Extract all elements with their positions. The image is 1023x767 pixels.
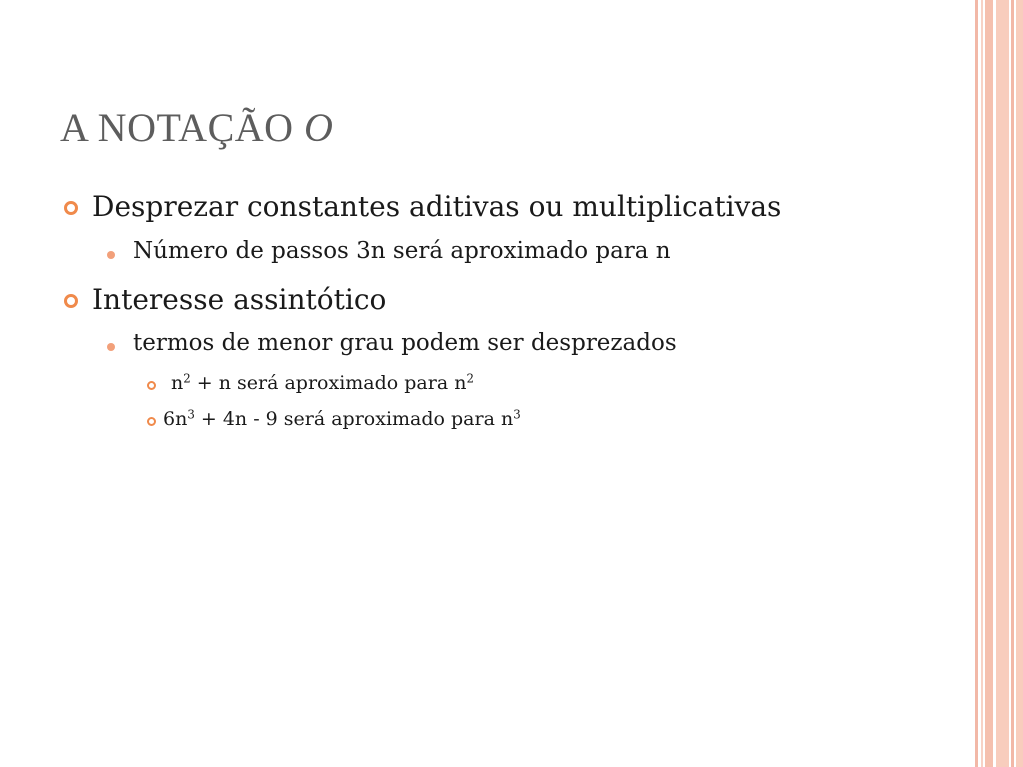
dot-bullet-icon (107, 251, 115, 259)
exponent: 3 (187, 407, 195, 422)
exponent: 2 (183, 371, 191, 386)
exponent: 3 (513, 407, 521, 422)
small-ring-bullet-icon (147, 381, 156, 390)
decorative-stripes (975, 0, 1023, 767)
stripe (1011, 0, 1014, 767)
stripe (1016, 0, 1023, 767)
slide-title-text: A NOTAÇÃO (60, 105, 305, 150)
example-text: + n será aproximado para n (190, 372, 467, 394)
ring-bullet-icon (64, 294, 78, 308)
stripe (981, 0, 983, 767)
stripe (985, 0, 993, 767)
slide-title-italic: O (304, 105, 334, 150)
example-text: + 4n - 9 será aproximado para n (194, 408, 514, 430)
example-text: n (171, 372, 184, 394)
bullet-example-n-cubed (163, 408, 521, 430)
bullet-subitem-lower-terms: termos de menor grau podem ser desprezados (133, 330, 677, 356)
exponent: 2 (466, 371, 474, 386)
bullet-subitem-steps: Número de passos 3n será aproximado para n (133, 238, 671, 264)
dot-bullet-icon (107, 343, 115, 351)
small-ring-bullet-icon (147, 417, 156, 426)
slide-title (60, 104, 333, 151)
stripe (996, 0, 1009, 767)
stripe (975, 0, 978, 767)
bullet-item-constants: Desprezar constantes aditivas ou multiplicativas (92, 190, 782, 223)
example-text: 6n (163, 408, 188, 430)
bullet-item-asymptotic: Interesse assintótico (92, 283, 387, 316)
ring-bullet-icon (64, 201, 78, 215)
bullet-example-n-squared (171, 372, 474, 394)
